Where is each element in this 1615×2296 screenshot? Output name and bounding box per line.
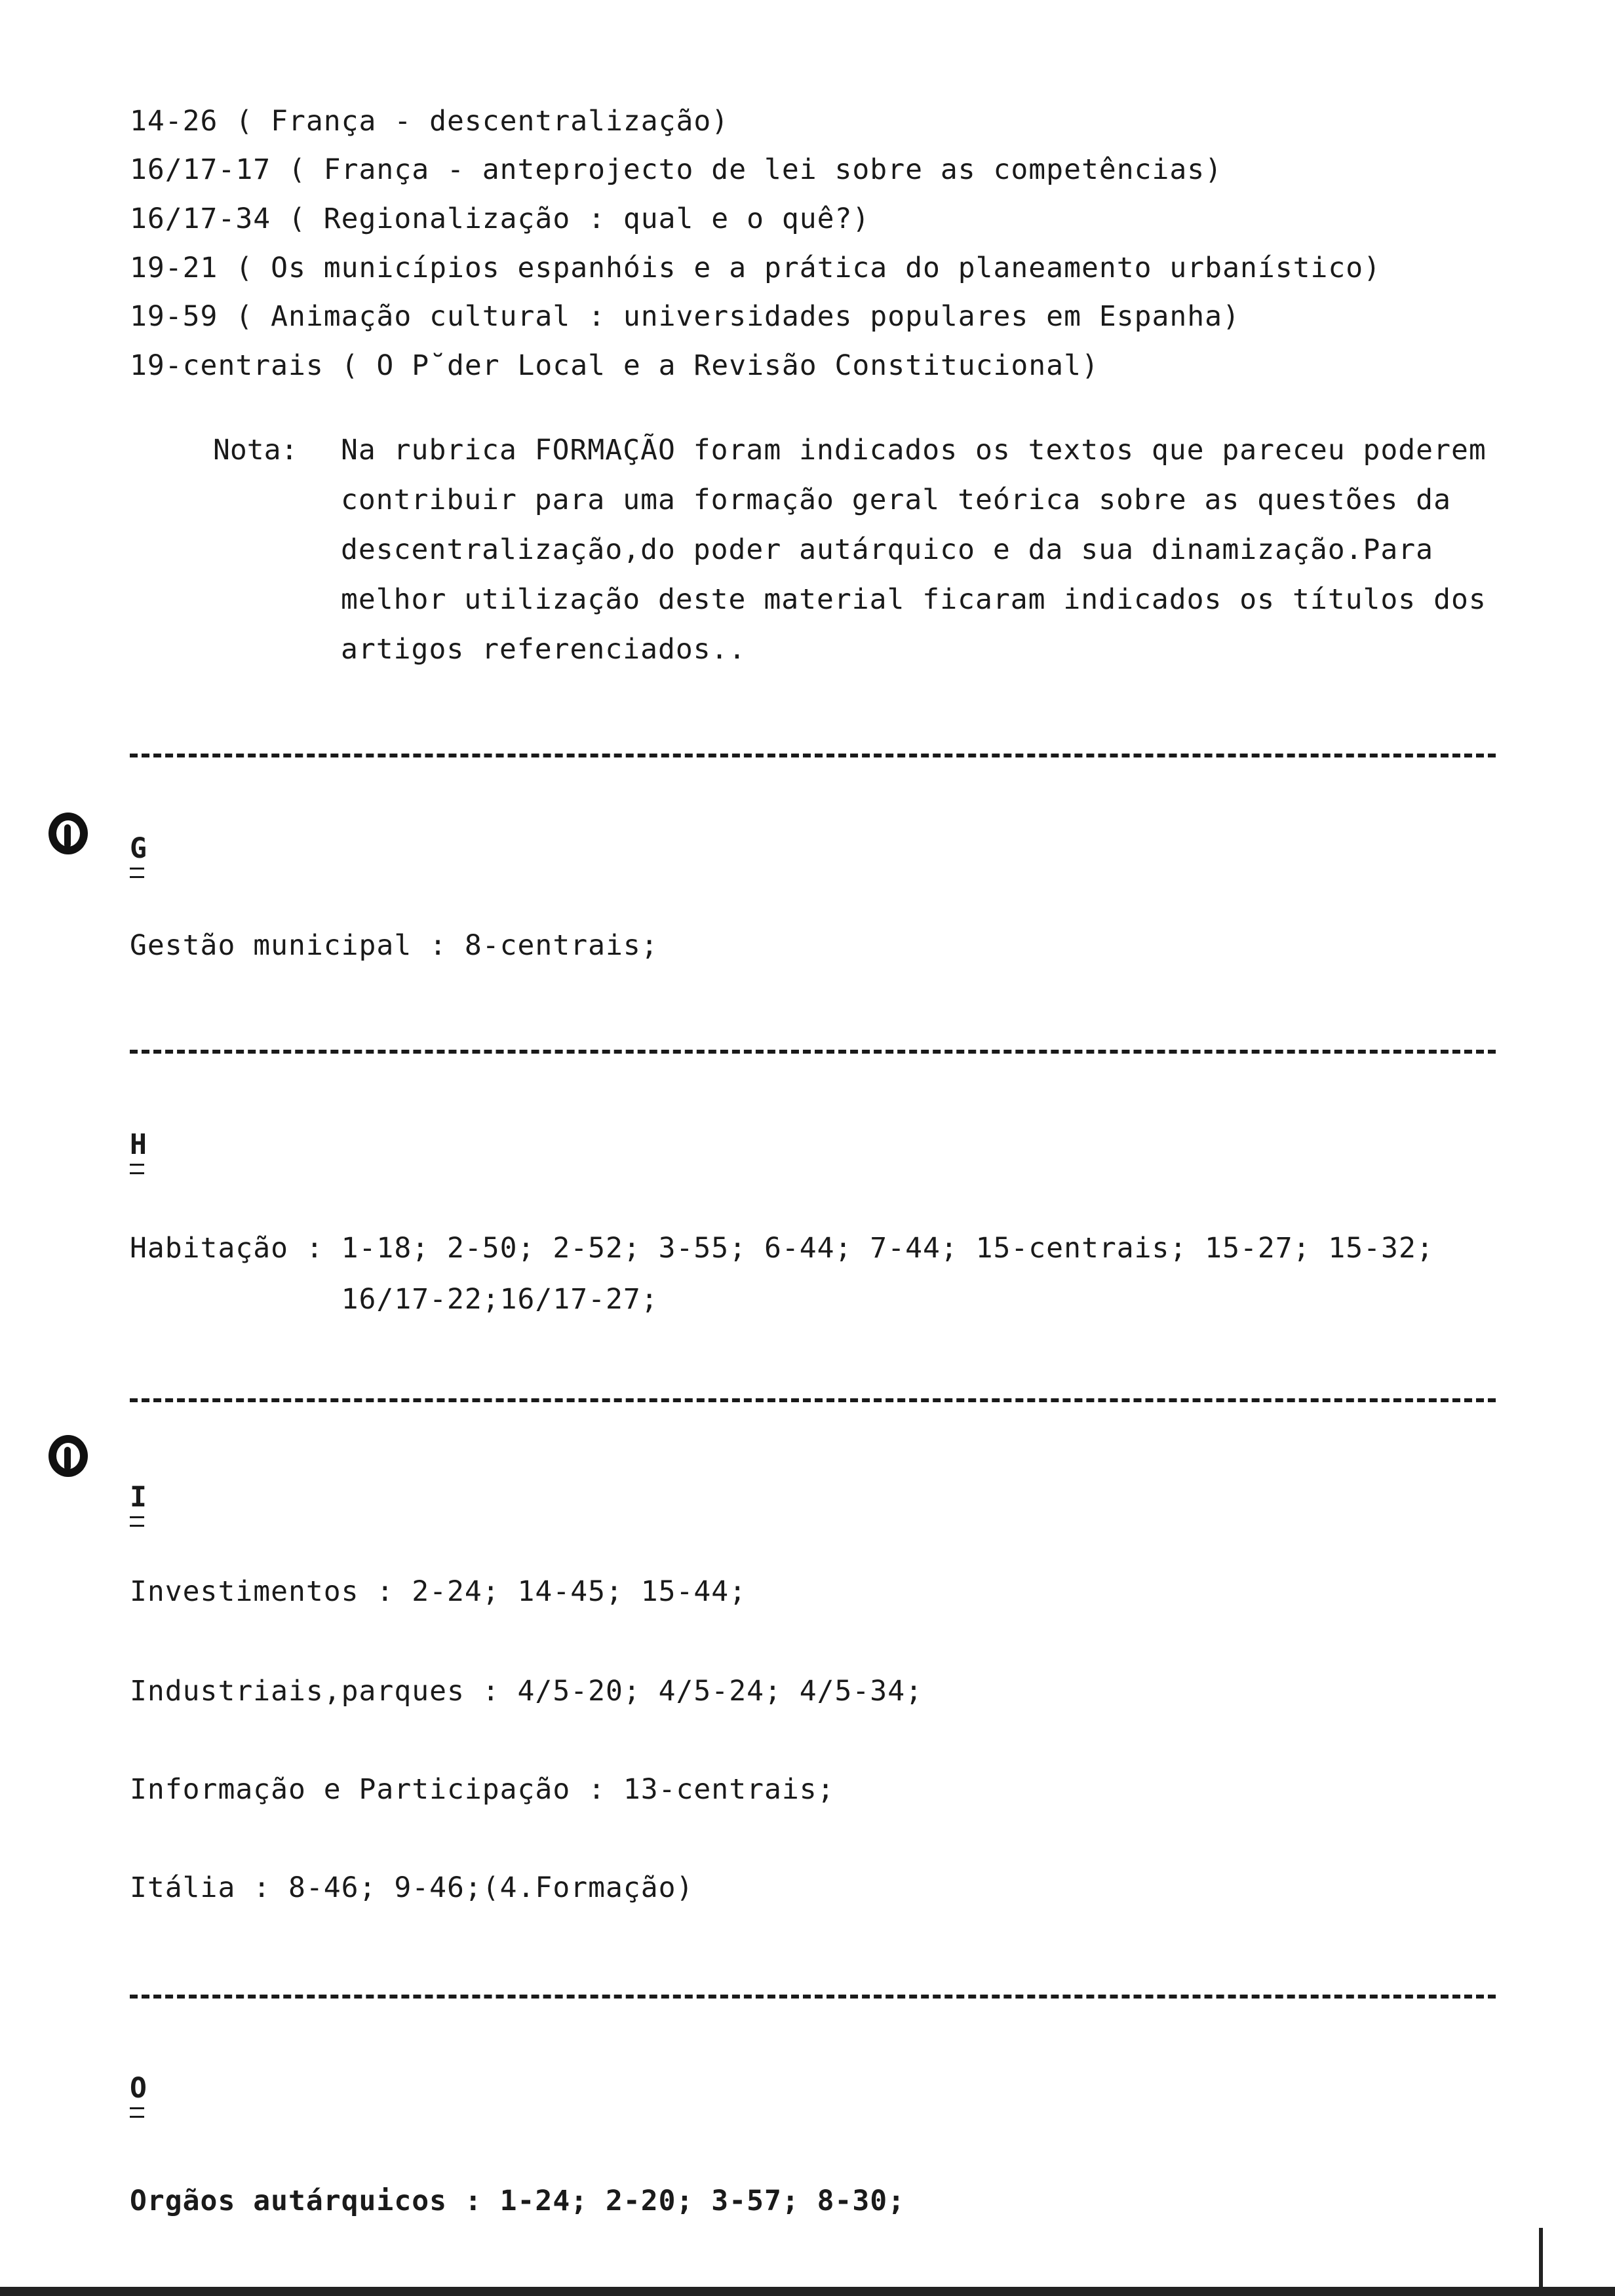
punch-hole: [49, 1435, 88, 1477]
index-entry: 19-59 ( Animação cultural : universidades populares em Espanha): [130, 300, 1240, 333]
punch-hole: [49, 813, 88, 854]
section-divider: [130, 754, 1496, 757]
section-divider: [130, 1050, 1496, 1054]
index-entry: 19-centrais ( O P˘der Local e a Revisão Constitucional): [130, 349, 1099, 382]
section-letter-i: [130, 1481, 147, 1527]
index-entry: 16/17-34 ( Regionalização : qual e o quê?): [130, 202, 870, 235]
index-entry: 16/17-22;16/17-27;: [130, 1283, 659, 1316]
double-underline: [130, 1164, 144, 1174]
section-letter-text: G: [130, 832, 147, 865]
section-letter-g: [130, 832, 147, 878]
note-line: Na rubrica FORMAÇÃO foram indicados os textos que pareceu poderem: [341, 434, 1487, 467]
note-line: melhor utilização deste material ficaram indicados os títulos dos: [341, 583, 1487, 616]
note-label: Nota:: [213, 434, 298, 467]
section-letter-text: I: [130, 1481, 147, 1514]
section-letter-o: [130, 2072, 147, 2118]
section-letter-h: [130, 1128, 147, 1174]
note-line: descentralização,do poder autárquico e da sua dinamização.Para: [341, 533, 1434, 566]
double-underline: [130, 868, 144, 878]
scan-edge-mark: [1539, 2228, 1543, 2287]
section-letter-text: H: [130, 1128, 147, 1161]
double-underline: [130, 2107, 144, 2118]
index-entry: Gestão municipal : 8-centrais;: [130, 929, 659, 962]
index-entry: Investimentos : 2-24; 14-45; 15-44;: [130, 1575, 747, 1608]
scan-bottom-edge: [0, 2287, 1615, 2296]
index-entry: 19-21 ( Os municípios espanhóis e a prática do planeamento urbanístico): [130, 252, 1382, 284]
section-letter-text: O: [130, 2072, 147, 2105]
index-entry: Itália : 8-46; 9-46;(4.Formação): [130, 1871, 694, 1904]
index-entry: 16/17-17 ( França - anteprojecto de lei sobre as competências): [130, 153, 1223, 186]
note-line: contribuir para uma formação geral teórica sobre as questões da: [341, 484, 1451, 516]
index-entry: 14-26 ( França - descentralização): [130, 105, 730, 138]
index-entry: Industriais,parques : 4/5-20; 4/5-24; 4/5-34;: [130, 1675, 923, 1708]
index-entry: Informação e Participação : 13-centrais;: [130, 1773, 835, 1806]
double-underline: [130, 1516, 144, 1527]
index-entry: Orgãos autárquicos : 1-24; 2-20; 3-57; 8-30;: [130, 2185, 906, 2217]
note-line: artigos referenciados..: [341, 633, 747, 666]
section-divider: [130, 1995, 1496, 1999]
index-entry: Habitação : 1-18; 2-50; 2-52; 3-55; 6-44; 7-44; 15-centrais; 15-27; 15-32;: [130, 1232, 1434, 1265]
section-divider: [130, 1398, 1496, 1402]
